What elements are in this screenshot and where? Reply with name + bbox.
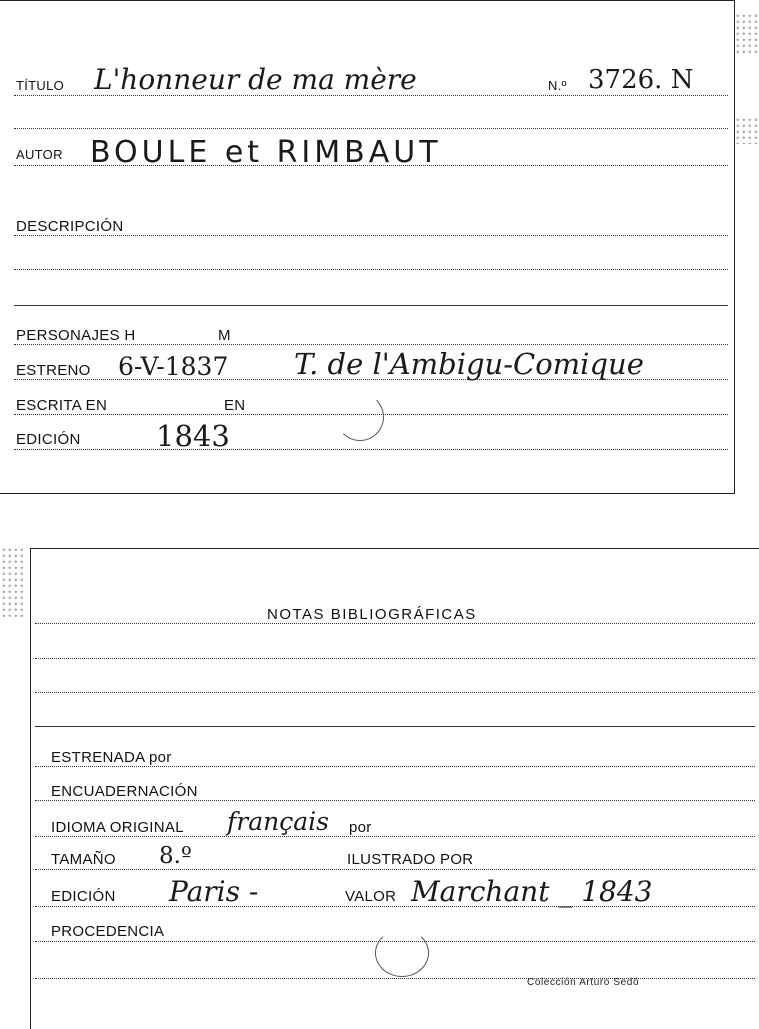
paper-speck [736,118,758,144]
encuadernacion-line [35,800,755,801]
estreno-teatro: T. de l'Ambigu-Comique [294,347,644,381]
escrita-label: ESCRITA EN [16,397,108,414]
edicion-line [14,449,728,450]
procedencia-label: PROCEDENCIA [51,923,165,940]
idioma-label: IDIOMA ORIGINAL [51,819,184,836]
titulo-line [14,95,728,96]
valor-value: Marchant _ 1843 [411,875,653,908]
titulo-value: L'honneur de ma mère [94,63,417,96]
descripcion-line-1 [14,235,728,236]
edicion-back-line [35,906,755,907]
punch-hole-mark-back [375,929,429,977]
autor-value: BOULE et RIMBAUT [90,135,442,170]
notas-line-2 [35,658,755,659]
idioma-value: français [227,807,329,836]
estreno-label: ESTRENO [16,362,91,379]
personajes-m-label: M [218,327,231,344]
estreno-line [14,379,728,380]
estrenada-line [35,766,755,767]
notas-title: NOTAS BIBLIOGRÁFICAS [267,606,477,623]
idioma-por-label: por [349,819,372,836]
edicion-back-label: EDICIÓN [51,888,116,905]
paper-speck [736,14,758,54]
tamano-line [35,869,755,870]
personajes-label: PERSONAJES H [16,327,136,344]
descripcion-label: DESCRIPCIÓN [16,218,124,235]
titulo-label: TÍTULO [16,78,65,93]
edicion-label: EDICIÓN [16,431,81,448]
encuadernacion-label: ENCUADERNACIÓN [51,783,198,800]
coleccion-footer: Colección Arturo Sedó [527,977,640,988]
descripcion-line-3 [14,305,728,306]
notas-line-1 [35,623,755,624]
tamano-value: 8.º [159,843,192,869]
estrenada-label: ESTRENADA por [51,749,172,766]
edicion-value: 1843 [156,419,230,453]
titulo-line-2 [14,128,728,129]
estreno-date: 6-V-1837 [118,352,229,381]
valor-label: VALOR [345,888,397,905]
notas-line-3 [35,692,755,693]
paper-speck [2,548,24,618]
idioma-line [35,836,755,837]
catalog-card-back [30,548,759,1029]
punch-hole-mark [336,393,384,441]
notas-line-4 [35,726,755,727]
personajes-line [14,344,728,345]
autor-label: AUTOR [16,147,63,162]
procedencia-line-2 [35,978,755,979]
descripcion-line-2 [14,269,728,270]
numero-label: N.º [548,78,567,93]
autor-line [14,165,728,166]
escrita-en-label: EN [224,397,246,414]
edicion-back-value: Paris - [169,875,259,908]
catalog-card-front [0,0,735,494]
numero-value: 3726. N [588,65,694,95]
tamano-label: TAMAÑO [51,851,116,868]
ilustrado-label: ILUSTRADO POR [347,851,474,868]
